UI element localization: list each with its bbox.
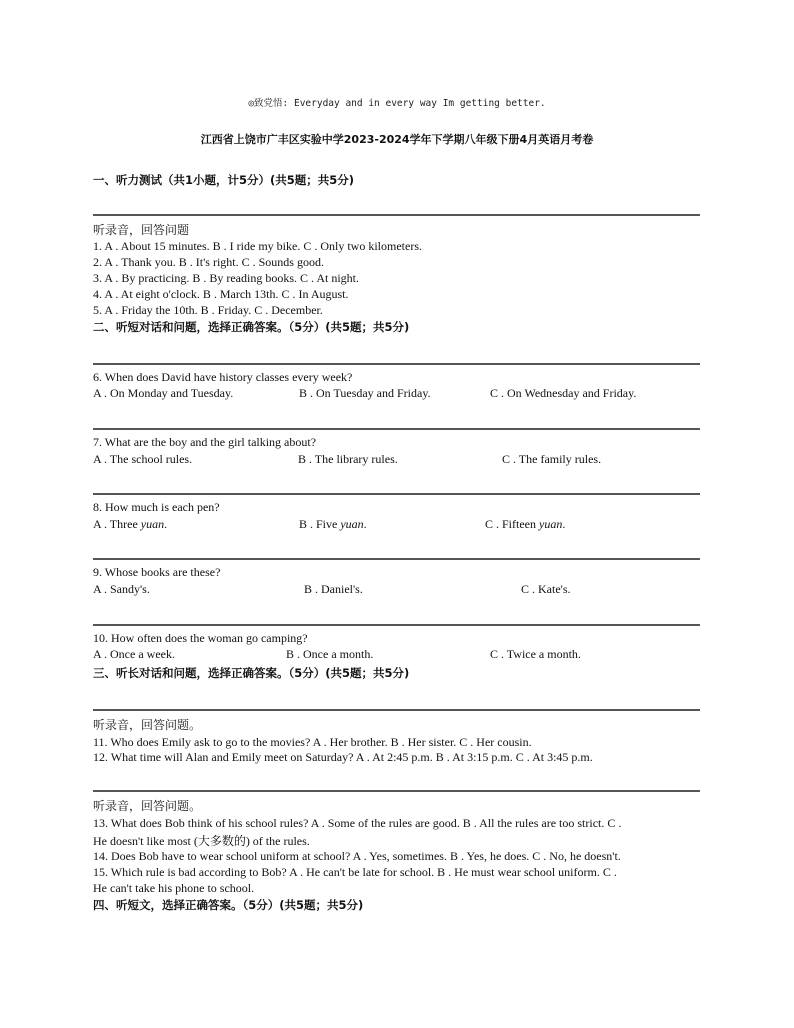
question-9-option-b: B . Daniel's. xyxy=(304,582,363,596)
question-10-option-b: B . Once a month. xyxy=(286,647,374,661)
currency-unit: yuan xyxy=(140,517,165,531)
divider xyxy=(93,790,700,792)
question-7-option-a: A . The school rules. xyxy=(93,452,193,466)
option-text: B . Five xyxy=(299,517,341,531)
divider xyxy=(93,558,700,560)
currency-unit: yuan xyxy=(340,517,364,531)
question-11: 11. Who does Emily ask to go to the movies? A . Her brother. B . Her sister. C . Her cousin. xyxy=(93,735,532,749)
question-8-option-a xyxy=(93,517,167,532)
divider xyxy=(93,624,700,626)
option-text: . xyxy=(562,517,566,531)
question-15-continued: He can't take his phone to school. xyxy=(93,881,255,895)
question-9-option-c: C . Kate's. xyxy=(521,582,571,596)
section-4-heading: 四、听短文，选择正确答案。（5分）(共5题；共5分) xyxy=(93,898,364,912)
option-text: A . Three xyxy=(93,517,141,531)
question-10-option-c: C . Twice a month. xyxy=(490,647,581,661)
divider xyxy=(93,363,700,365)
divider xyxy=(93,428,700,430)
section-3-heading: 三、听长对话和问题，选择正确答案。（5分）(共5题；共5分) xyxy=(93,666,410,680)
question-15: 15. Which rule is bad according to Bob? A . He can't be late for school. B . He must wear school uniform. C . xyxy=(93,865,617,879)
question-5: 5. A . Friday the 10th. B . Friday. C . December. xyxy=(93,303,323,317)
divider xyxy=(93,709,700,711)
question-7-option-c: C . The family rules. xyxy=(502,452,602,466)
divider xyxy=(93,214,700,216)
question-14: 14. Does Bob have to wear school uniform at school? A . Yes, sometimes. B . Yes, he does. C . No, he doesn't. xyxy=(93,849,621,863)
question-12: 12. What time will Alan and Emily meet on Saturday? A . At 2:45 p.m. B . At 3:15 p.m. C . At 3:45 p.m. xyxy=(93,750,593,764)
question-6-option-c: C . On Wednesday and Friday. xyxy=(490,386,637,400)
question-13: 13. What does Bob think of his school rules? A . Some of the rules are good. B . All the rules are too strict. C . xyxy=(93,816,622,830)
question-1: 1. A . About 15 minutes. B . I ride my bike. C . Only two kilometers. xyxy=(93,239,422,253)
question-3: 3. A . By practicing. B . By reading books. C . At night. xyxy=(93,271,359,285)
question-8-option-b xyxy=(299,517,367,532)
question-8: 8. How much is each pen? xyxy=(93,500,220,514)
question-7-option-b: B . The library rules. xyxy=(298,452,398,466)
question-2: 2. A . Thank you. B . It's right. C . Sounds good. xyxy=(93,255,324,269)
question-9-option-a: A . Sandy's. xyxy=(93,582,150,596)
section-1-heading: 一、听力测试（共1小题，计5分）(共5题；共5分) xyxy=(93,173,355,187)
section-1-instruction: 听录音，回答问题 xyxy=(93,223,190,237)
option-text: . xyxy=(363,517,367,531)
currency-unit: yuan xyxy=(539,517,563,531)
question-9: 9. Whose books are these? xyxy=(93,565,221,579)
question-4: 4. A . At eight o'clock. B . March 13th. C . In August. xyxy=(93,287,349,301)
question-7: 7. What are the boy and the girl talking about? xyxy=(93,435,317,449)
question-6-option-a: A . On Monday and Tuesday. xyxy=(93,386,234,400)
header-motto: ◎致党悟: Everyday and in every way Im getting better. xyxy=(248,98,546,109)
section-3-instruction: 听录音，回答问题。 xyxy=(93,718,202,732)
page-title: 江西省上饶市广丰区实验中学2023-2024学年下学期八年级下册4月英语月考卷 xyxy=(200,133,594,146)
section-3-instruction: 听录音，回答问题。 xyxy=(93,799,202,813)
section-2-heading: 二、听短对话和问题，选择正确答案。（5分）(共5题；共5分) xyxy=(93,320,410,334)
option-text: C . Fifteen xyxy=(485,517,539,531)
divider xyxy=(93,493,700,495)
question-10-option-a: A . Once a week. xyxy=(93,647,175,661)
question-6-option-b: B . On Tuesday and Friday. xyxy=(299,386,431,400)
question-8-option-c xyxy=(485,517,565,532)
question-6: 6. When does David have history classes every week? xyxy=(93,370,353,384)
option-text: . xyxy=(164,517,168,531)
question-10: 10. How often does the woman go camping? xyxy=(93,631,308,645)
question-13-continued: He doesn't like most (大多数的) of the rules. xyxy=(93,834,310,848)
